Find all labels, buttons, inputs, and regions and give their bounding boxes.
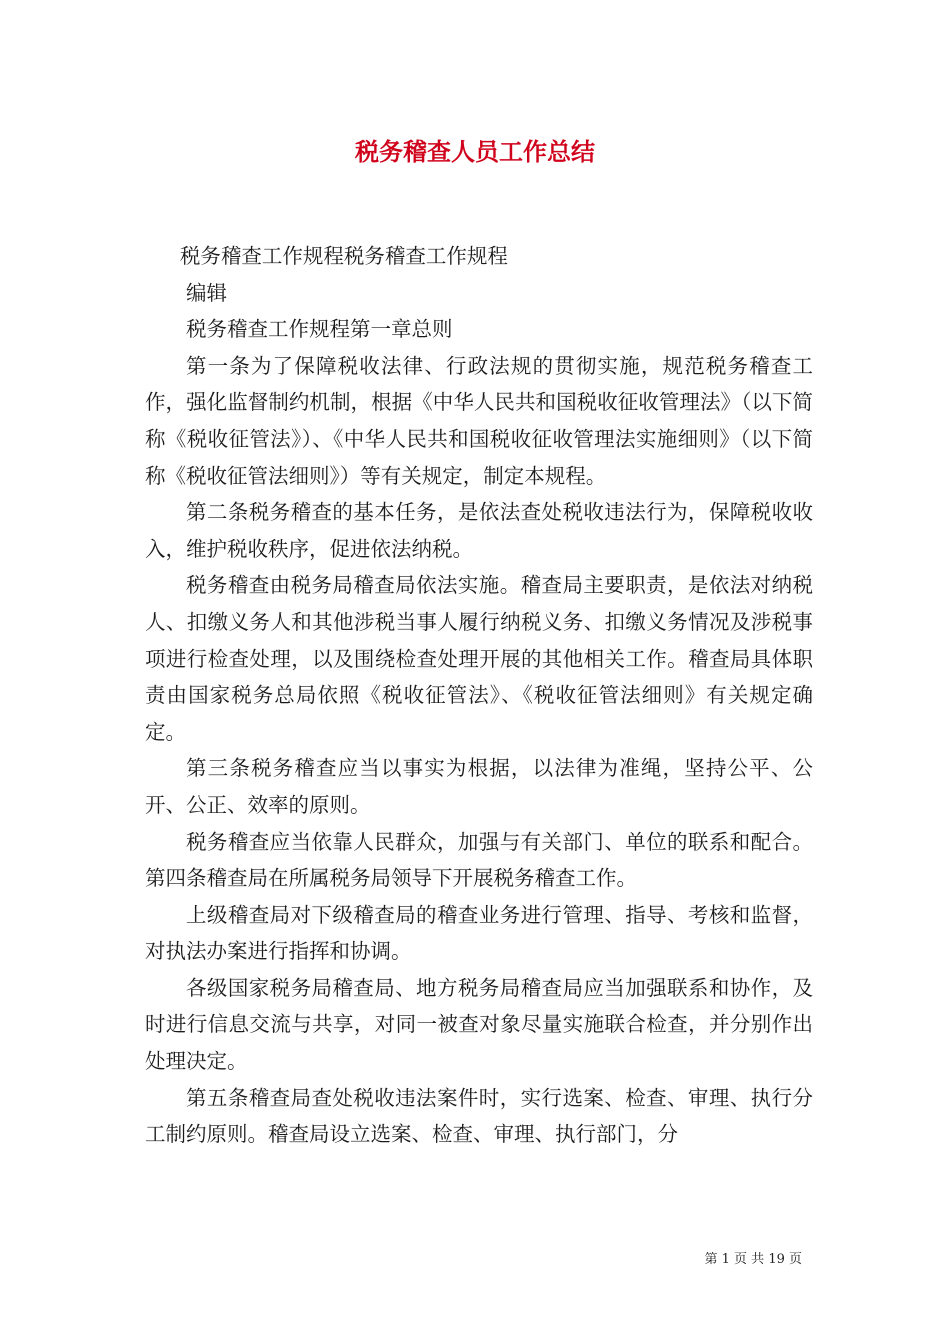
paragraph: 上级稽查局对下级稽查局的稽查业务进行管理、指导、考核和监督，对执法办案进行指挥和协调。 — [145, 902, 813, 964]
paragraph: 税务稽查工作规程税务稽查工作规程 — [179, 244, 508, 268]
paragraph: 税务稽查应当依靠人民群众，加强与有关部门、单位的联系和配合。第四条稽查局在所属税务局领导下开展税务稽查工作。 — [145, 829, 813, 891]
page-number: 第 1 页 共 19 页 — [704, 1252, 802, 1267]
paragraph: 第三条税务稽查应当以事实为根据，以法律为准绳，坚持公平、公开、公正、效率的原则。 — [145, 756, 813, 817]
paragraph: 税务稽查由税务局稽查局依法实施。稽查局主要职责，是依法对纳税人、扣缴义务人和其他涉税当事人履行纳税义务、扣缴义务情况及涉税事项进行检查处理，以及围绕检查处理开展的其他相关工作。稽查局具体职责由国家税务总局依照《税收征管法》、《税收征管法细则》有关规定确定。 — [145, 573, 813, 744]
paragraph: 税务稽查工作规程第一章总则 — [186, 317, 453, 342]
document-body — [145, 238, 813, 1153]
paragraph: 编辑 — [186, 280, 227, 305]
paragraph: 第一条为了保障税收法律、行政法规的贯彻实施，规范税务稽查工作，强化监督制约机制，根据《中华人民共和国税收征收管理法》（以下简称《税收征管法》）、《中华人民共和国税收征收管理法实施细则》（以下简称《税收征管法细则》）等有关规定，制定本规程。 — [145, 353, 813, 488]
paragraph: 第五条稽查局查处税收违法案件时，实行选案、检查、审理、执行分工制约原则。稽查局设立选案、检查、审理、执行部门，分 — [145, 1085, 813, 1147]
paragraph: 第二条税务稽查的基本任务，是依法查处税收违法行为，保障税收收入，维护税收秩序，促进依法纳税。 — [145, 500, 813, 561]
paragraph: 各级国家税务局稽查局、地方税务局稽查局应当加强联系和协作，及时进行信息交流与共享，对同一被查对象尽量实施联合检查，并分别作出处理决定。 — [145, 975, 813, 1074]
document-title: 税务稽查人员工作总结 — [355, 138, 595, 166]
